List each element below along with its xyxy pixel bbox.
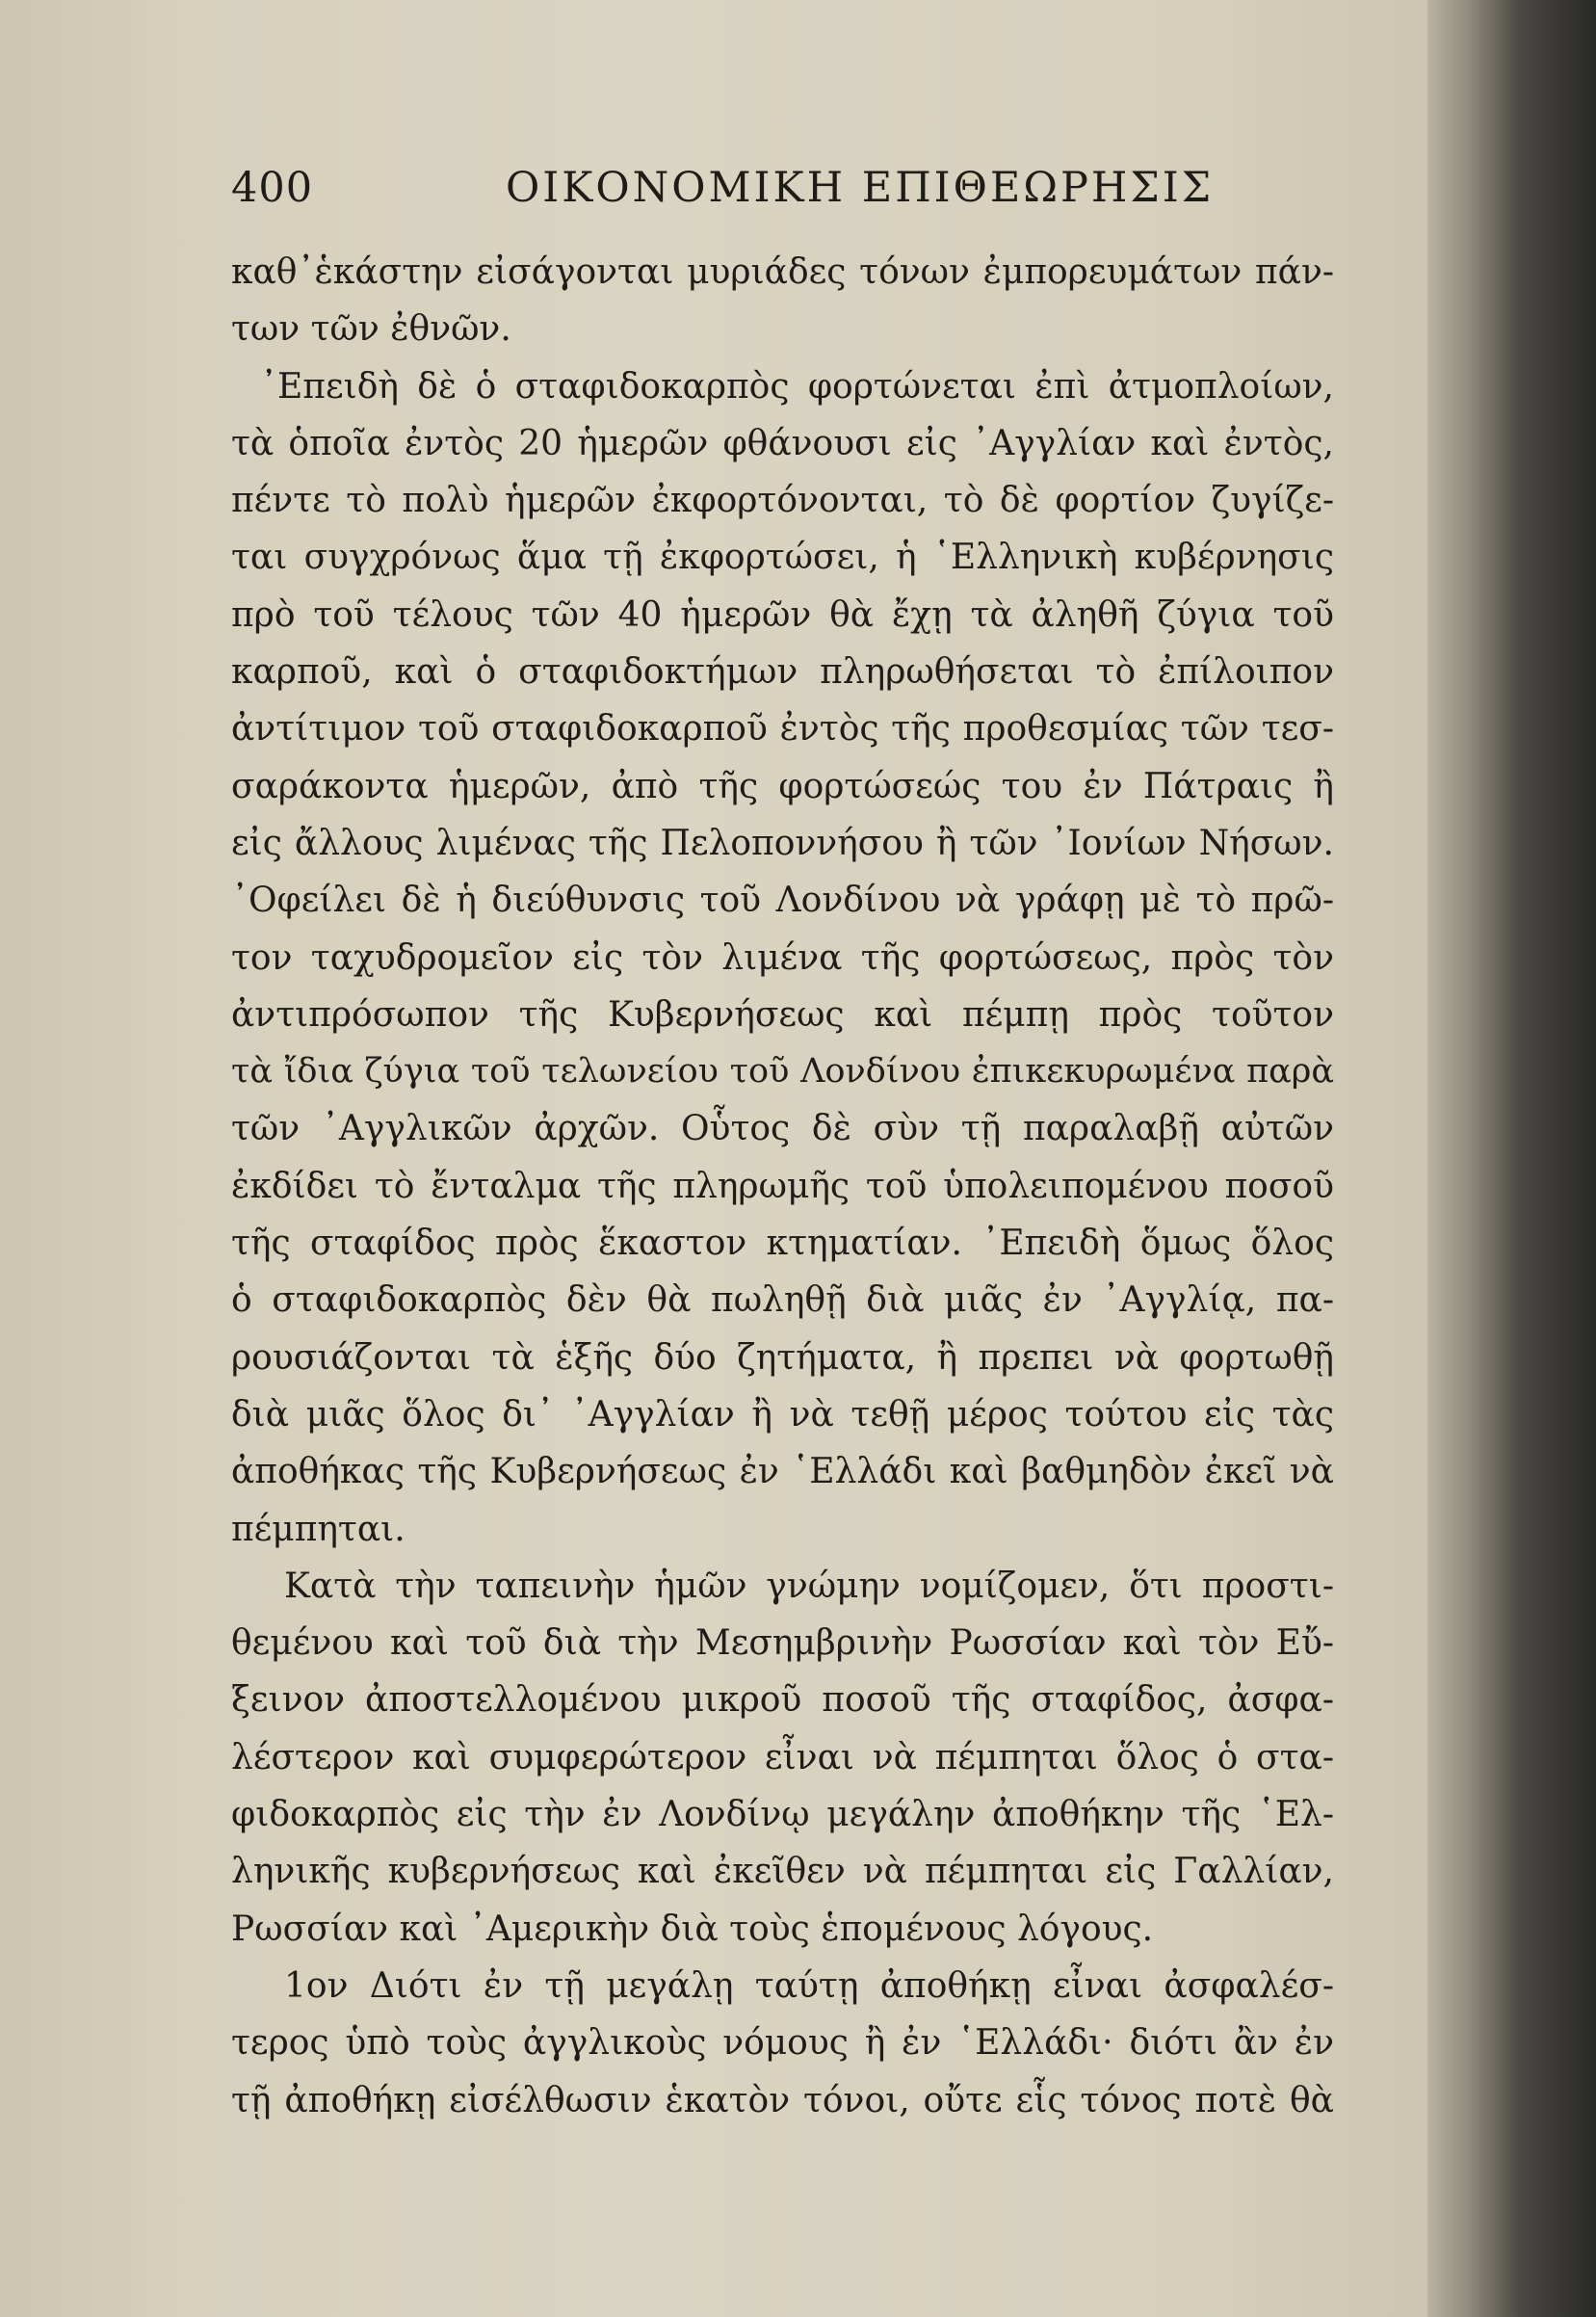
text-line: καρποῦ, καὶ ὁ σταφιδοκτήμων πληρωθήσεται τὸ ἐπίλοιπον [231,652,1334,693]
text-line: ξεινον ἀποστελλομένου μικροῦ ποσοῦ τῆς σταφίδος, ἀσφα- [231,1680,1334,1721]
text-line: ἀντίτιμον τοῦ σταφιδοκαρποῦ ἐντὸς τῆς προθεσμίας τῶν τεσ- [231,709,1334,750]
text-line: ρουσιάζονται τὰ ἑξῆς δύο ζητήματα, ἢ πρεπει νὰ φορτωθῇ [231,1337,1334,1378]
text-line: ἀποθήκας τῆς Κυβερνήσεως ἐν ῾Ελλάδι καὶ βαθμηδὸν ἐκεῖ νὰ [231,1452,1334,1492]
text-line: πρὸ τοῦ τέλους τῶν 40 ἡμερῶν θὰ ἔχῃ τὰ ἀληθῆ ζύγια τοῦ [231,594,1334,635]
text-line: ἐκδίδει τὸ ἔνταλμα τῆς πληρωμῆς τοῦ ὑπολειπομένου ποσοῦ [231,1166,1334,1206]
text-line: τον ταχυδρομεῖον εἰς τὸν λιμένα τῆς φορτώσεως, πρὸς τὸν [231,937,1334,978]
text-line: σαράκοντα ἡμερῶν, ἀπὸ τῆς φορτώσεώς του ἐν Πάτραις ἢ [231,766,1334,806]
text-line: πέμπηται. [231,1509,406,1549]
text-line: ται συγχρόνως ἅμα τῇ ἐκφορτώσει, ἡ ῾Ελληνικὴ κυβέρνησις [231,538,1334,578]
text-line: τερος ὑπὸ τοὺς ἀγγλικοὺς νόμους ἢ ἐν ῾Ελλάδι· διότι ἂν ἐν [231,2023,1334,2064]
text-line: πέντε τὸ πολὺ ἡμερῶν ἐκφορτόνονται, τὸ δὲ φορτίον ζυγίζε- [231,481,1334,521]
text-line: Ρωσσίαν καὶ ᾽Αμερικὴν διὰ τοὺς ἑπομένους λόγους. [231,1909,1154,1949]
text-line: 1ον Διότι ἐν τῇ μεγάλῃ ταύτῃ ἀποθήκῃ εἶναι ἀσφαλέσ- [284,1965,1334,2006]
text-line: θεμένου καὶ τοῦ διὰ τὴν Μεσημβρινὴν Ρωσσίαν καὶ τὸν Εὔ- [231,1623,1334,1664]
page-number: 400 [231,164,314,212]
text-line: φιδοκαρπὸς εἰς τὴν ἐν Λονδίνῳ μεγάλην ἀποθήκην τῆς ῾Ελ- [231,1795,1334,1835]
body-text [231,244,1334,2129]
text-line: ᾽Επειδὴ δὲ ὁ σταφιδοκαρπὸς φορτώνεται ἐπὶ ἀτμοπλοίων, [260,366,1334,407]
text-line: τὰ ὁποῖα ἐντὸς 20 ἡμερῶν φθάνουσι εἰς ᾽Αγγλίαν καὶ ἐντὸς, [231,423,1334,463]
text-line: διὰ μιᾶς ὅλος δι᾽ ᾽Αγγλίαν ἢ νὰ τεθῇ μέρος τούτου εἰς τὰς [231,1394,1334,1435]
text-line: εἰς ἄλλους λιμένας τῆς Πελοποννήσου ἢ τῶν ᾽Ιονίων Νήσων. [231,823,1334,863]
text-line: ἀντιπρόσωπον τῆς Κυβερνήσεως καὶ πέμπῃ πρὸς τοῦτον [231,994,1334,1035]
text-line: τῆς σταφίδος πρὸς ἕκαστον κτηματίαν. ᾽Επειδὴ ὅμως ὅλος [231,1224,1334,1264]
text-line: τῇ ἀποθήκῃ εἰσέλθωσιν ἑκατὸν τόνοι, οὔτε εἷς τόνος ποτὲ θὰ [231,2080,1334,2120]
text-line: Κατὰ τὴν ταπεινὴν ἡμῶν γνώμην νομίζομεν, ὅτι προστι- [284,1566,1334,1606]
running-title: ΟΙΚΟΝΟΜΙΚΗ ΕΠΙΘΕΩΡΗΣΙΣ [506,164,1215,212]
text-line: ληνικῆς κυβερνήσεως καὶ ἐκεῖθεν νὰ πέμπηται εἰς Γαλλίαν, [231,1852,1334,1892]
text-line: λέστερον καὶ συμφερώτερον εἶναι νὰ πέμπηται ὅλος ὁ στα- [231,1737,1334,1777]
book-spine-shadow [1427,0,1596,2317]
text-line: τῶν ᾽Αγγλικῶν ἀρχῶν. Οὗτος δὲ σὺν τῇ παραλαβῇ αὐτῶν [231,1109,1334,1149]
text-line: των τῶν ἐθνῶν. [231,309,511,350]
text-line: τὰ ἴδια ζύγια τοῦ τελωνείου τοῦ Λονδίνου ἐπικεκυρωμένα παρὰ [231,1052,1334,1092]
text-line: ᾽Οφείλει δὲ ἡ διεύθυνσις τοῦ Λονδίνου νὰ γράφῃ μὲ τὸ πρῶ- [231,881,1334,921]
text-line: καθ᾽ἑκάστην εἰσάγονται μυριάδες τόνων ἐμπορευμάτων πάν- [231,252,1334,292]
page-header [231,164,1358,222]
text-line: ὁ σταφιδοκαρπὸς δὲν θὰ πωληθῇ διὰ μιᾶς ἐν ᾽Αγγλίᾳ, πα- [231,1280,1334,1321]
